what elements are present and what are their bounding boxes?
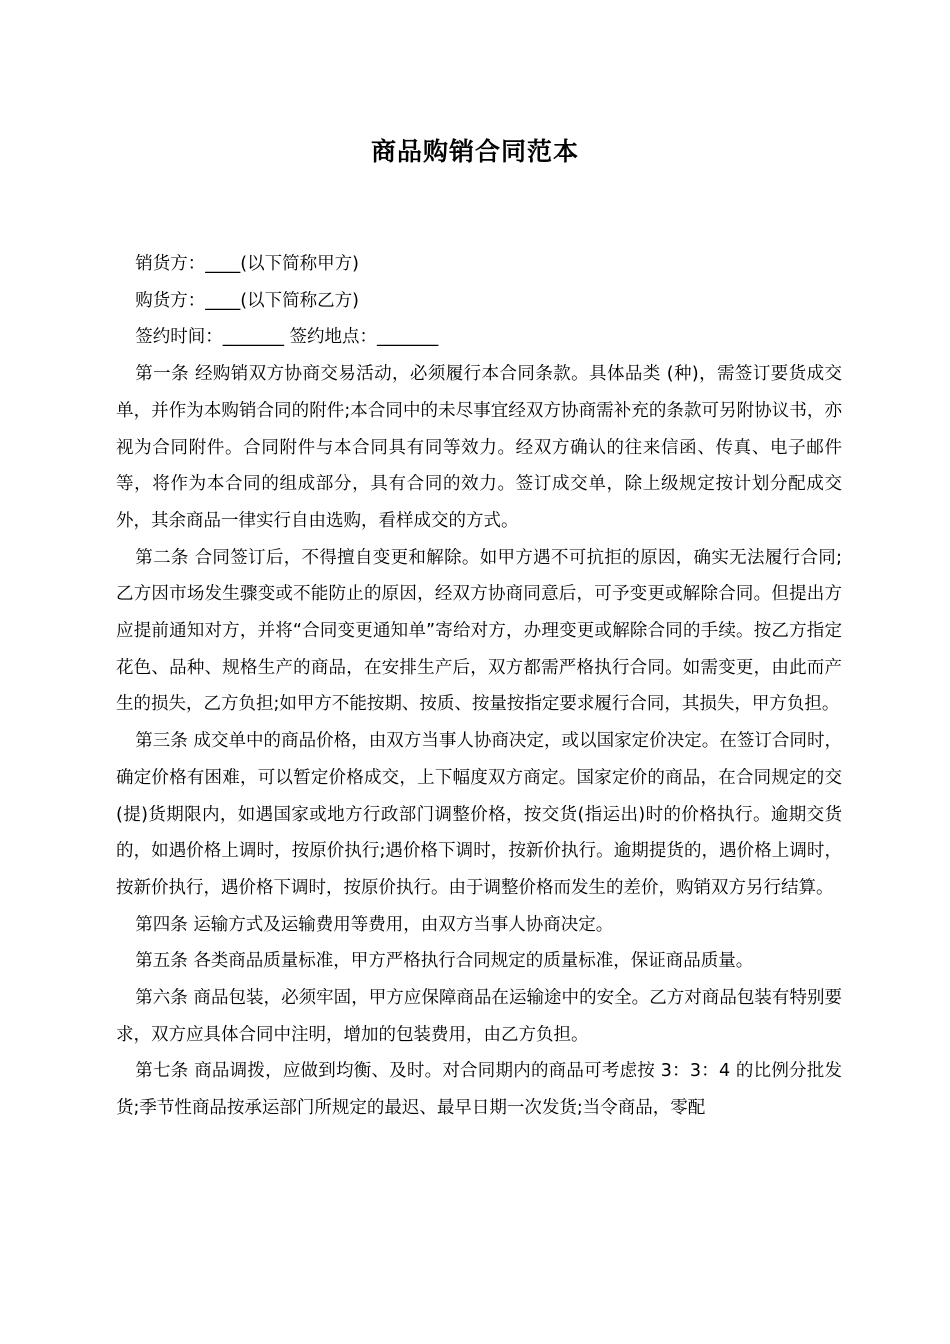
article-5: 第五条 各类商品质量标准，甲方严格执行合同规定的质量标准，保证商品质量。 (135, 951, 754, 972)
sign-time-place-line: 签约时间：_______ 签约地点：_______ (135, 327, 439, 348)
article-2: 第二条 合同签订后，不得擅自变更和解除。如甲方遇不可抗拒的原因，确实无法履行合同;乙方因市场发生骤变或不能防止的原因，经双方协商同意后，可予变更或解除合同。但提出方应提前通知对方，并将“合同变更通知单”寄给对方，办理变更或解除合同的手续。按乙方指定花色、品种、规格生产的商品，在安排生产后，双方都需严格执行合同。如需变更，由此而产生的损失，乙方负担;如甲方不能按期、按质、按量按指定要求履行合同，其损失，甲方负担。 (116, 547, 842, 715)
article-7: 第七条 商品调拨，应做到均衡、及时。对合同期内的商品可考虑按 3：3：4 的比例分批发货;季节性商品按承运部门所规定的最迟、最早日期一次发货;当令商品，零配 (116, 1061, 842, 1119)
article-3: 第三条 成交单中的商品价格，由双方当事人协商决定，或以国家定价决定。在签订合同时，确定价格有困难，可以暂定价格成交，上下幅度双方商定。国家定价的商品，在合同规定的交(提)货期限内，如遇国家或地方行政部门调整价格，按交货(指运出)时的价格执行。逾期交货的，如遇价格上调时，按原价执行;遇价格下调时，按新价执行。逾期提货的，遇价格上调时，按新价执行，遇价格下调时，按原价执行。由于调整价格而发生的差价，购销双方另行结算。 (116, 731, 842, 898)
document-body (116, 246, 842, 1127)
article-1: 第一条 经购销双方协商交易活动，必须履行本合同条款。具体品类 (种)，需签订要货成交单，并作为本购销合同的附件;本合同中的未尽事宜经双方协商需补充的条款可另附协议书，亦视为合同附件。合同附件与本合同具有同等效力。经双方确认的往来信函、传真、电子邮件等，将作为本合同的组成部分，具有合同的效力。签订成交单，除上级规定按计划分配成交外，其余商品一律实行自由选购，看样成交的方式。 (116, 364, 842, 531)
buyer-line: 购货方：____(以下简称乙方) (135, 290, 359, 311)
seller-line: 销货方：____(以下简称甲方) (135, 254, 359, 274)
article-6: 第六条 商品包装，必须牢固，甲方应保障商品在运输途中的安全。乙方对商品包装有特别要求，双方应具体合同中注明，增加的包装费用，由乙方负担。 (116, 988, 842, 1045)
document-title: 商品购销合同范本 (370, 137, 579, 166)
article-4: 第四条 运输方式及运输费用等费用，由双方当事人协商决定。 (135, 914, 614, 935)
